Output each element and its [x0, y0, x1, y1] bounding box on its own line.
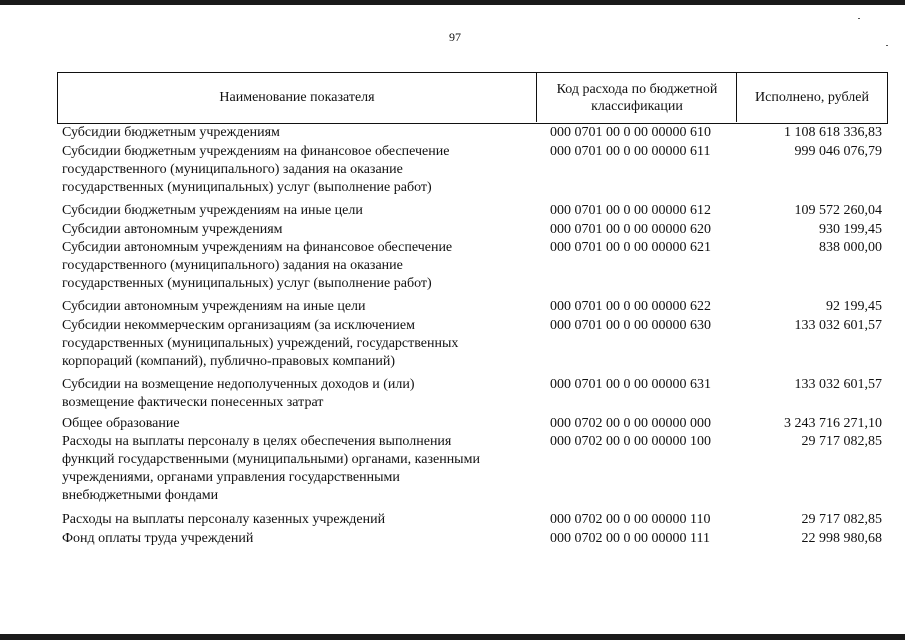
row-code: 000 0702 00 0 00 00000 000 [550, 416, 711, 431]
row-amount: 92 199,45 [826, 299, 882, 314]
row-code: 000 0702 00 0 00 00000 110 [550, 512, 711, 527]
row-name: Субсидии бюджетным учреждениям на иные цели [62, 203, 363, 218]
table-row [0, 317, 905, 376]
page-number: 97 [449, 30, 461, 44]
row-amount: 22 998 980,68 [801, 531, 882, 546]
row-amount: 838 000,00 [819, 240, 882, 255]
row-amount: 29 717 082,85 [801, 512, 882, 527]
row-name: Субсидии автономным учреждениям на иные цели [62, 299, 366, 314]
table-row [0, 298, 905, 317]
row-code: 000 0701 00 0 00 00000 620 [550, 222, 711, 237]
row-code: 000 0701 00 0 00 00000 630 [550, 318, 711, 333]
scan-border-top [0, 0, 905, 5]
table-row [0, 143, 905, 202]
row-code: 000 0701 00 0 00 00000 621 [550, 240, 711, 255]
row-name: Субсидии некоммерческим организациям (за исключением государственных (муниципальных) учреждений, государственных корпораций (компаний), публично-правовых компаний) [62, 318, 459, 369]
table-row [0, 511, 905, 530]
table-row [0, 530, 905, 549]
header-indicator-name: Наименование показателя [219, 90, 375, 105]
table-row [0, 433, 905, 511]
row-code: 000 0702 00 0 00 00000 100 [550, 434, 711, 449]
header-budget-code: Код расхода по бюджетной классификации [536, 73, 737, 122]
row-name: Субсидии на возмещение недополученных доходов и (или) возмещение фактически понесенных затрат [62, 377, 415, 410]
row-code: 000 0701 00 0 00 00000 611 [550, 144, 711, 159]
row-code: 000 0701 00 0 00 00000 610 [550, 125, 711, 140]
row-name: Расходы на выплаты персоналу в целях обеспечения выполнения функций государственными (муниципальными) органами, казенными учреждениями, органами управления государственными внебюджетными фондами [62, 434, 480, 503]
table-row [0, 376, 905, 415]
row-amount: 133 032 601,57 [794, 318, 882, 333]
row-name: Субсидии автономным учреждениям [62, 222, 283, 237]
scan-border-bottom [0, 634, 905, 640]
row-code: 000 0701 00 0 00 00000 622 [550, 299, 711, 314]
table-header [57, 72, 888, 124]
scan-speck [858, 18, 860, 19]
row-code: 000 0701 00 0 00 00000 631 [550, 377, 711, 392]
table-row [0, 415, 905, 433]
table-row [0, 239, 905, 298]
row-amount: 999 046 076,79 [794, 144, 882, 159]
row-name: Фонд оплаты труда учреждений [62, 531, 254, 546]
row-amount: 1 108 618 336,83 [784, 125, 882, 140]
row-name: Субсидии бюджетным учреждениям на финансовое обеспечение государственного (муниципального) задания на оказание государственных (муниципальных) услуг (выполнение работ) [62, 144, 450, 195]
row-amount: 133 032 601,57 [794, 377, 882, 392]
row-name: Общее образование [62, 416, 180, 431]
row-amount: 29 717 082,85 [801, 434, 882, 449]
row-amount: 930 199,45 [819, 222, 882, 237]
row-amount: 3 243 716 271,10 [784, 416, 882, 431]
row-name: Субсидии автономным учреждениям на финансовое обеспечение государственного (муниципального) задания на оказание государственных (муниципальных) услуг (выполнение работ) [62, 240, 453, 291]
scan-speck [886, 45, 888, 46]
row-amount: 109 572 260,04 [794, 203, 882, 218]
row-code: 000 0701 00 0 00 00000 612 [550, 203, 711, 218]
row-code: 000 0702 00 0 00 00000 111 [550, 531, 710, 546]
row-name: Расходы на выплаты персоналу казенных учреждений [62, 512, 386, 527]
row-name: Субсидии бюджетным учреждениям [62, 125, 280, 140]
table-body [0, 124, 905, 549]
table-row [0, 221, 905, 239]
table-row [0, 202, 905, 221]
header-executed-amount: Исполнено, рублей [736, 73, 887, 122]
table-row [0, 124, 905, 143]
